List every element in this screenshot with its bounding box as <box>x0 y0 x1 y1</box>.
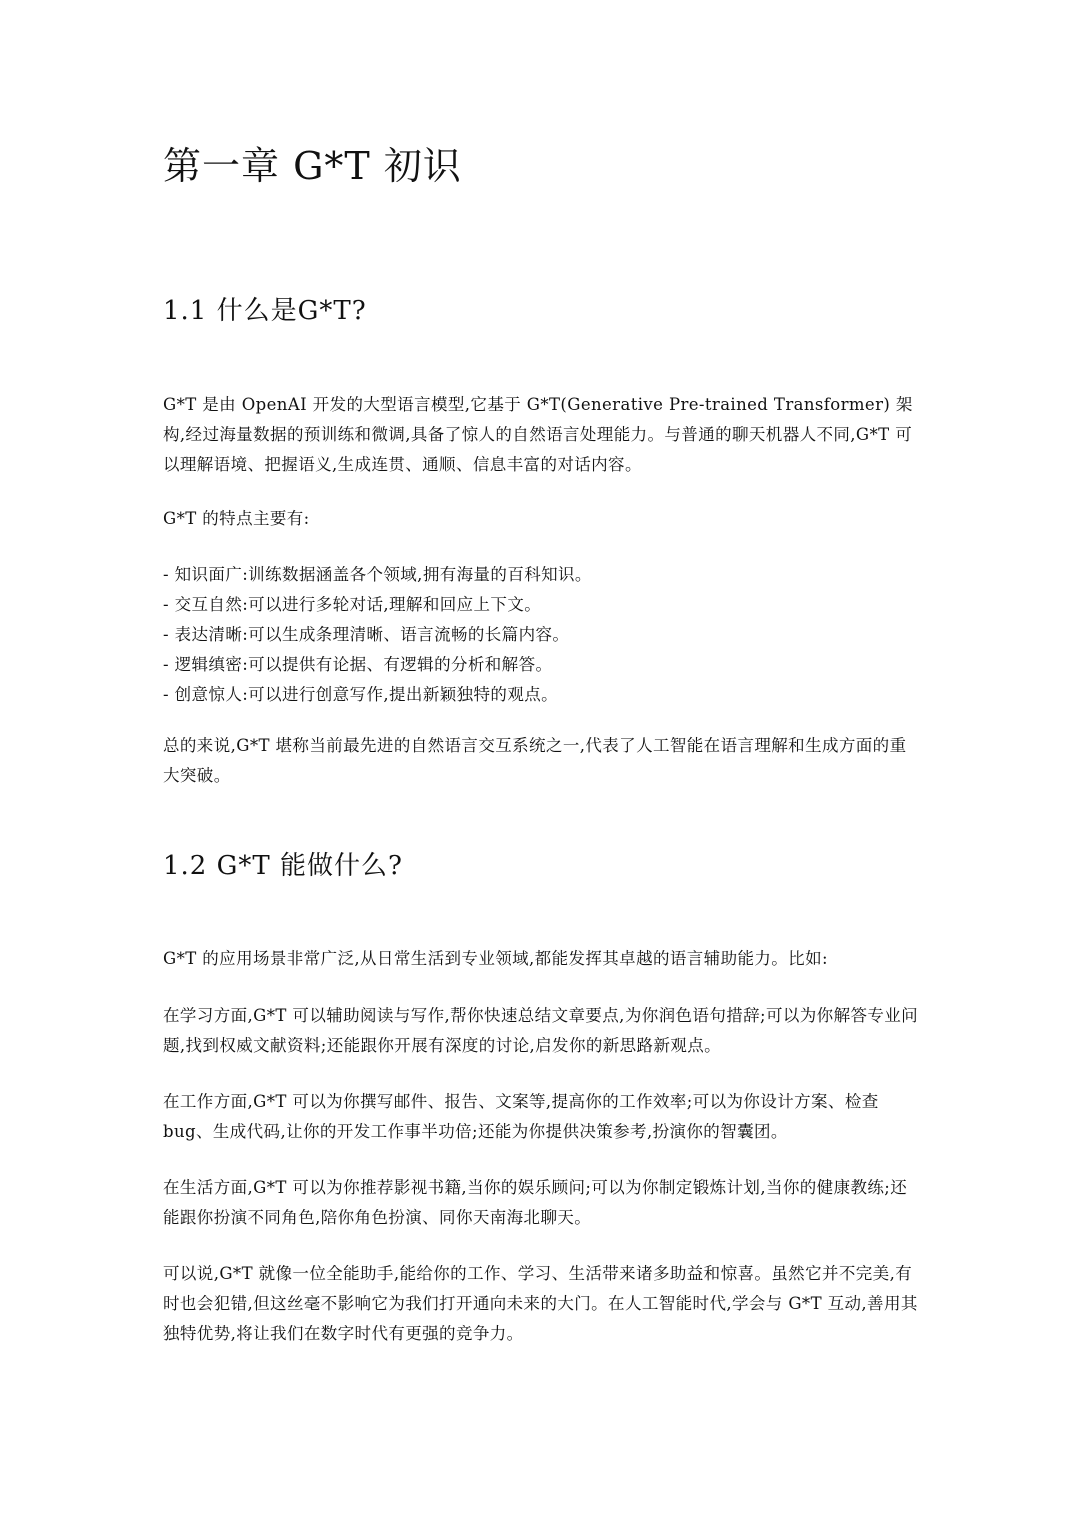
paragraph-text: 可以说,G*T 就像一位全能助手,能给你的工作、学习、生活带来诸多助益和惊喜。虽然它并不完美,有时也会犯错,但这丝毫不影响它为我们打开通向未来的大门。在人工智能时代,学会与 G*T 互动,善用其独特优势,将让我们在数字时代有更强的竞争力。 <box>163 1264 918 1343</box>
closing-paragraph <box>163 1259 923 1349</box>
features-list <box>163 560 923 710</box>
list-item: - 表达清晰:可以生成条理清晰、语言流畅的长篇内容。 <box>163 625 570 644</box>
chapter-title: 第一章 G*T 初识 <box>163 144 462 188</box>
list-item: - 交互自然:可以进行多轮对话,理解和回应上下文。 <box>163 595 542 614</box>
section2-intro-paragraph <box>163 944 923 974</box>
paragraph-text: 在工作方面,G*T 可以为你撰写邮件、报告、文案等,提高你的工作效率;可以为你设计方案、检查 bug、生成代码,让你的开发工作事半功倍;还能为你提供决策参考,扮演你的智囊团。 <box>163 1092 879 1141</box>
paragraph-text: G*T 的应用场景非常广泛,从日常生活到专业领域,都能发挥其卓越的语言辅助能力。比如: <box>163 949 828 968</box>
study-paragraph <box>163 1001 923 1061</box>
life-paragraph <box>163 1173 923 1233</box>
paragraph-text: 总的来说,G*T 堪称当前最先进的自然语言交互系统之一,代表了人工智能在语言理解和生成方面的重大突破。 <box>163 736 907 785</box>
paragraph-text: 在生活方面,G*T 可以为你推荐影视书籍,当你的娱乐顾问;可以为你制定锻炼计划,当你的健康教练;还能跟你扮演不同角色,陪你角色扮演、同你天南海北聊天。 <box>163 1178 908 1227</box>
features-lead-paragraph <box>163 504 923 534</box>
section-title-what-is: 1.1 什么是G*T? <box>163 296 367 326</box>
list-item: - 逻辑缜密:可以提供有论据、有逻辑的分析和解答。 <box>163 655 553 674</box>
list-item: - 创意惊人:可以进行创意写作,提出新颖独特的观点。 <box>163 685 559 704</box>
paragraph-text: G*T 的特点主要有: <box>163 509 310 528</box>
section1-intro-paragraph <box>163 390 923 480</box>
paragraph-text: G*T 是由 OpenAI 开发的大型语言模型,它基于 G*T(Generative Pre-trained Transformer) 架构,经过海量数据的预训练和微调,具备了惊人的自然语言处理能力。与普通的聊天机器人不同,G*T 可以理解语境、把握语义,生成连贯、通顺、信息丰富的对话内容。 <box>163 395 913 474</box>
list-item: - 知识面广:训练数据涵盖各个领域,拥有海量的百科知识。 <box>163 565 592 584</box>
section1-summary-paragraph <box>163 731 923 791</box>
section-title-what-can-do: 1.2 G*T 能做什么? <box>163 851 403 881</box>
paragraph-text: 在学习方面,G*T 可以辅助阅读与写作,帮你快速总结文章要点,为你润色语句措辞;可以为你解答专业问题,找到权威文献资料;还能跟你开展有深度的讨论,启发你的新思路新观点。 <box>163 1006 919 1055</box>
work-paragraph <box>163 1087 923 1147</box>
